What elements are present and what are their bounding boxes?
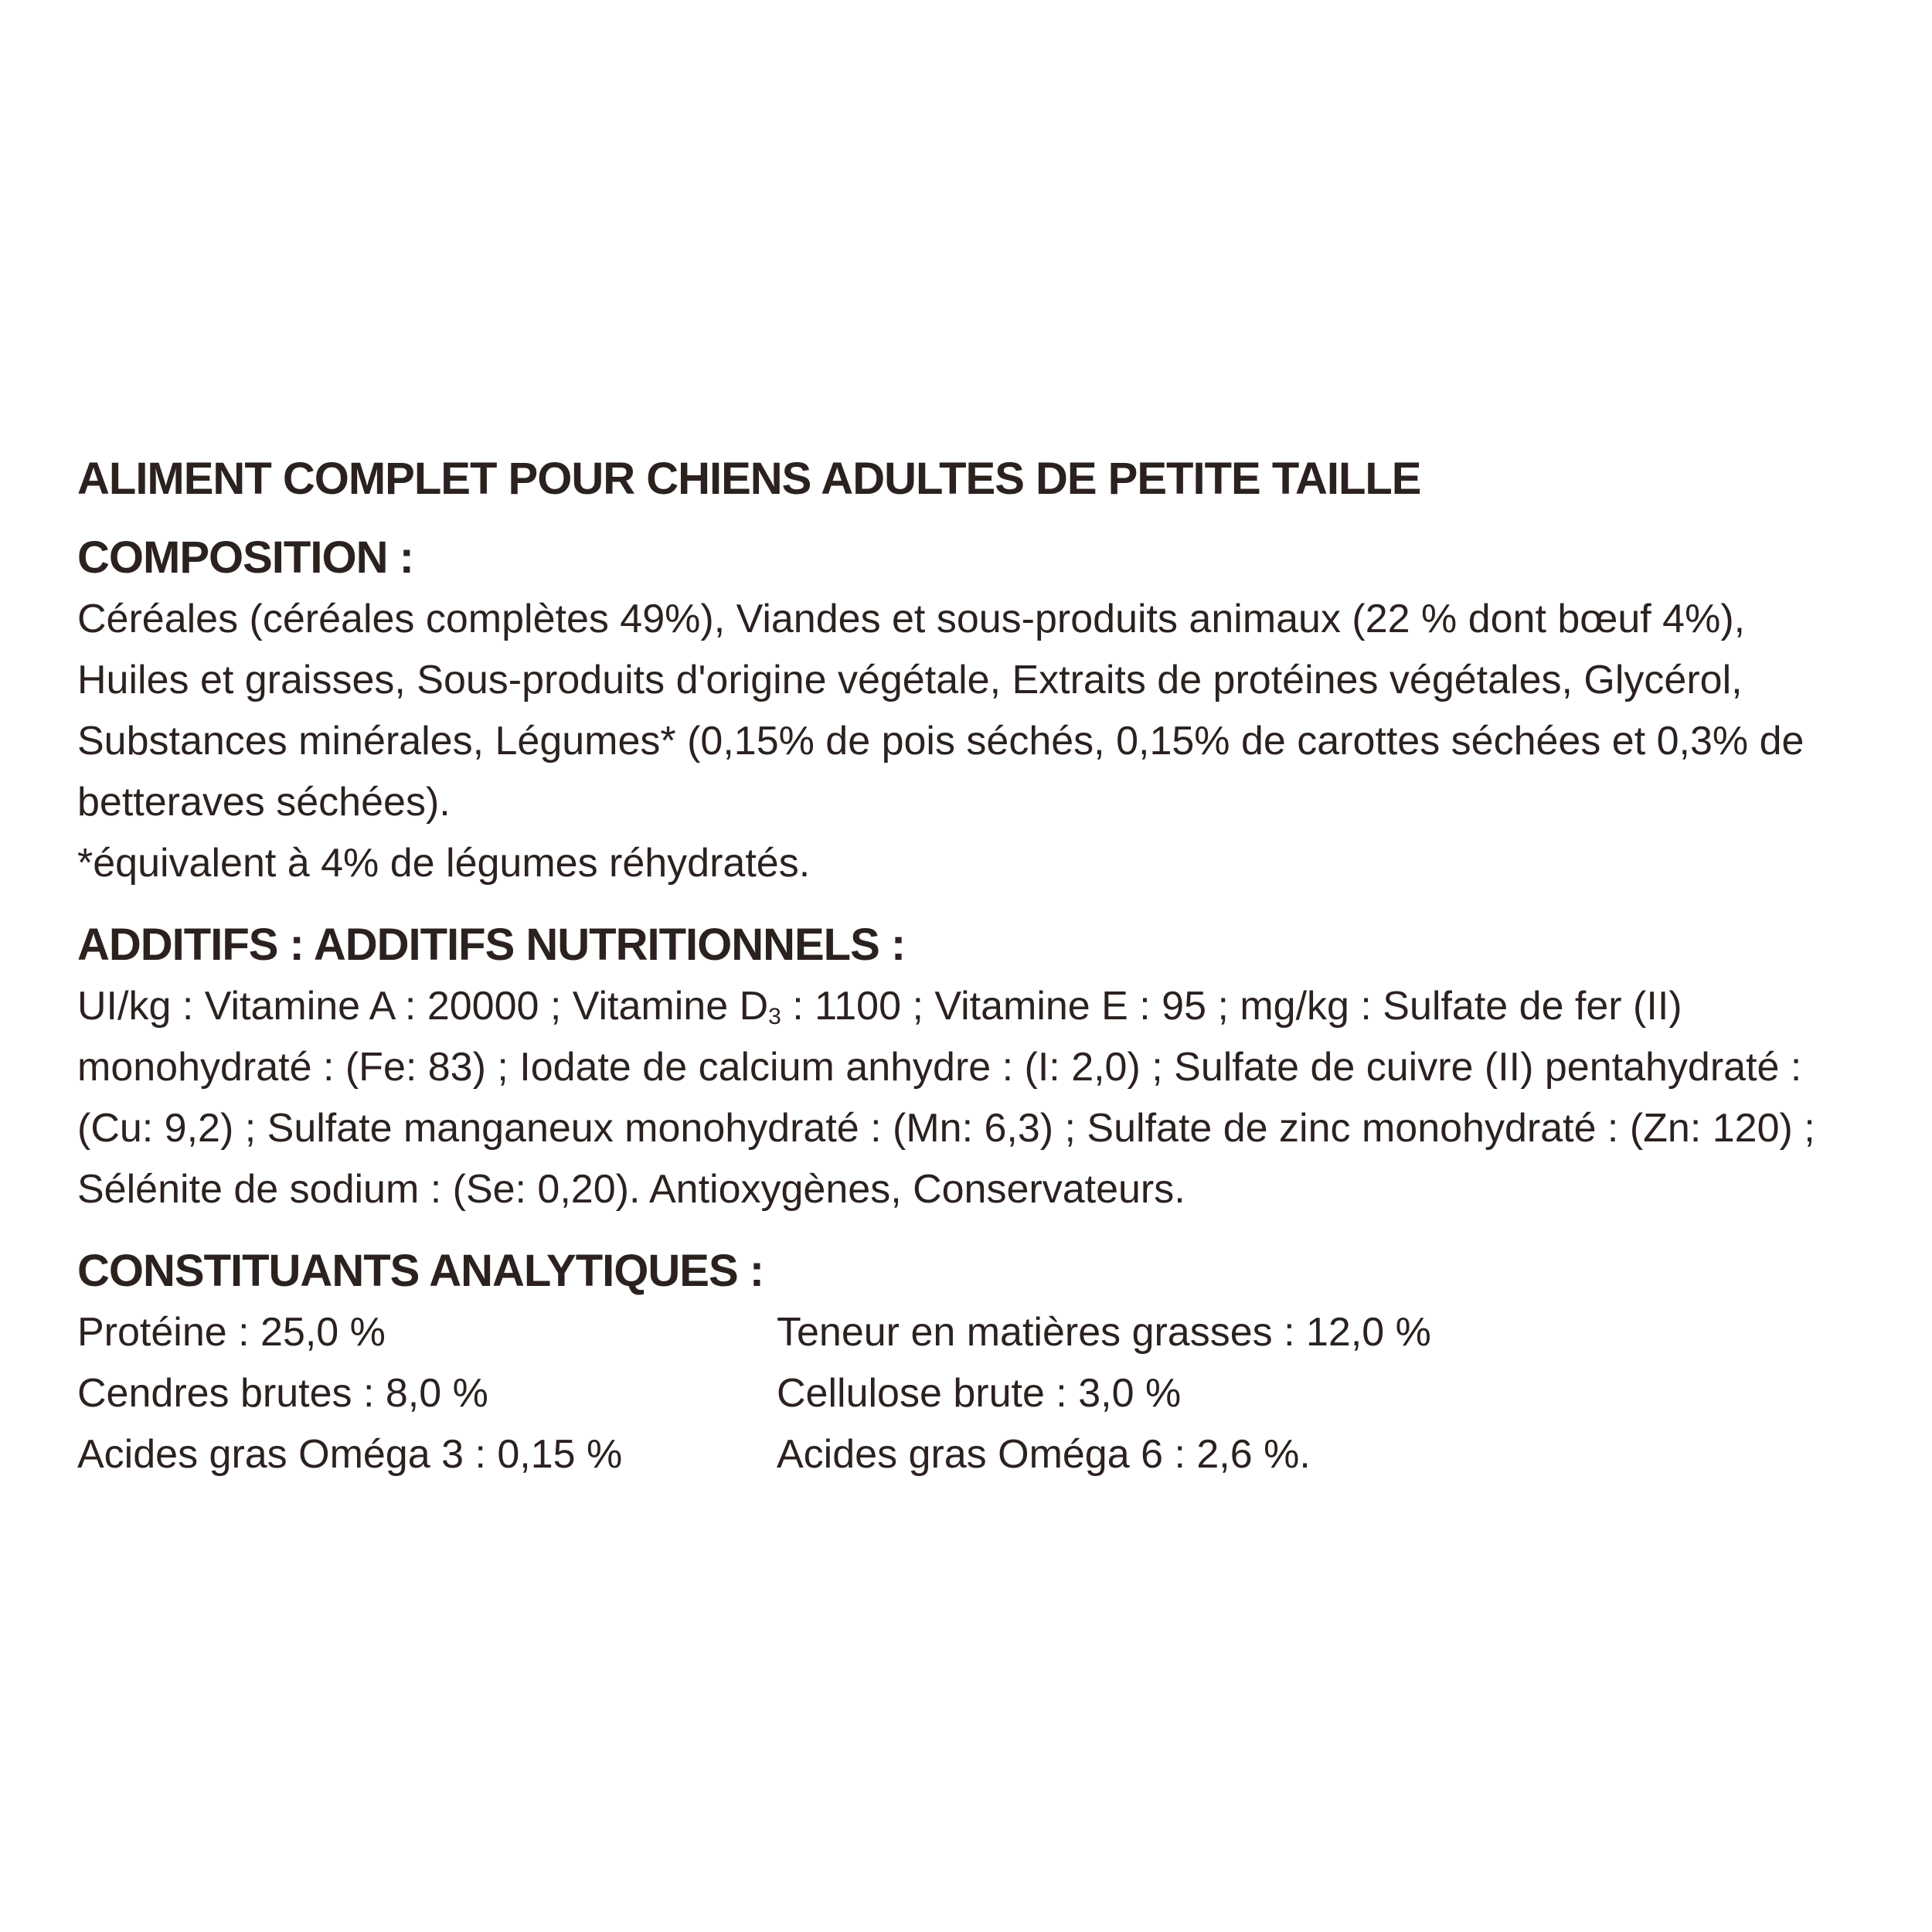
composition-footnote: *équivalent à 4% de légumes réhydratés. [77,841,811,886]
composition-text [77,589,1886,894]
additifs-heading: ADDITIFS : ADDITIFS NUTRITIONNELS : [77,920,906,970]
composition-line: Céréales (céréales complètes 49%), Viandes et sous-produits animaux (22 % dont bœuf 4%), [77,597,1746,641]
constituant-value: Teneur en matières grasses : 12,0 % [777,1310,1431,1355]
additifs-line: monohydraté : (Fe: 83) ; Iodate de calcium anhydre : (I: 2,0) ; Sulfate de cuivre (II) pentahydraté : [77,1045,1802,1090]
constituant-value: Acides gras Oméga 6 : 2,6 %. [777,1432,1311,1477]
vitamin-d-subscript: 3 [768,1004,781,1029]
product-label [77,448,1886,1485]
composition-heading: COMPOSITION : [77,532,413,583]
additifs-line-part: UI/kg : Vitamine A : 20000 ; Vitamine D [77,984,769,1029]
additifs-line [77,976,1886,1037]
constituant-value: Protéine : 25,0 % [77,1310,386,1355]
composition-line: Substances minérales, Légumes* (0,15% de pois séchés, 0,15% de carottes séchées et 0,3% de [77,719,1804,764]
additifs-line-part: : 1100 ; Vitamine E : 95 ; mg/kg : Sulfate de fer (II) [781,984,1682,1029]
constituant-value: Acides gras Oméga 3 : 0,15 % [77,1432,623,1477]
constituants-heading: CONSTITUANTS ANALYTIQUES : [77,1246,764,1296]
constituant-value: Cellulose brute : 3,0 % [777,1371,1182,1416]
additifs-line: (Cu: 9,2) ; Sulfate manganeux monohydraté : (Mn: 6,3) ; Sulfate de zinc monohydraté : (Zn: 120) ; [77,1106,1815,1151]
composition-line: Huiles et graisses, Sous-produits d'origine végétale, Extraits de protéines végétales, Glycérol, [77,658,1743,702]
constituant-value: Cendres brutes : 8,0 % [77,1371,488,1416]
product-title: ALIMENT COMPLET POUR CHIENS ADULTES DE PETITE TAILLE [77,454,1421,504]
composition-line: betteraves séchées). [77,780,451,825]
constituants-table [77,1302,1886,1485]
additifs-text [77,976,1886,1220]
additifs-line: Sélénite de sodium : (Se: 0,20). Antioxygènes, Conservateurs. [77,1167,1185,1212]
